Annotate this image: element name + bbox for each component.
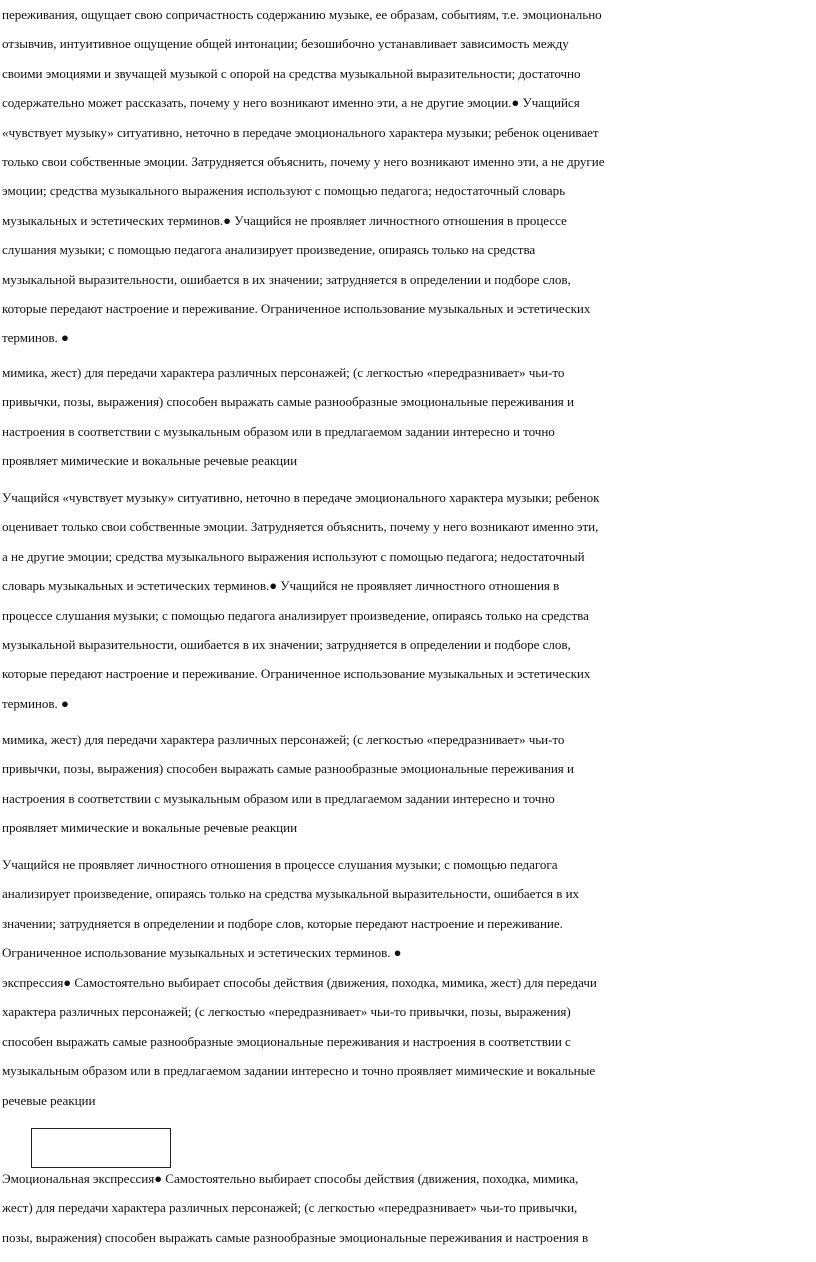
text-line: проявляет мимические и вокальные речевые реакции (2, 453, 298, 469)
text-line: которые передают настроение и переживание. Ограниченное использование музыкальных и эстетических (2, 301, 591, 317)
text-line: настроения в соответствии с музыкальным образом или в предлагаемом задании интересно и точно (2, 790, 555, 806)
text-line: музыкальной выразительности, ошибается в их значении; затрудняется в определении и подборе слов, (2, 637, 571, 653)
text-line: своими эмоциями и звучащей музыкой с опорой на средства музыкальной выразительности; достаточно (2, 65, 581, 81)
text-line: оценивает только свои собственные эмоции. Затрудняется объяснить, почему у него возникают именно эти, (2, 519, 599, 535)
text-line: эмоции; средства музыкального выражения используют с помощью педагога; недостаточный словарь (2, 183, 566, 199)
text-line: терминов. ● (2, 330, 69, 346)
text-line: музыкальным образом или в предлагаемом задании интересно и точно проявляет мимические и вокальные (2, 1063, 596, 1079)
text-line: Учащийся «чувствует музыку» ситуативно, неточно в передаче эмоционального характера музыки; ребенок (2, 490, 600, 505)
empty-image-frame (31, 1128, 171, 1168)
text-line: способен выражать самые разнообразные эмоциональные переживания и настроения в соответствии с (2, 1033, 571, 1049)
text-line: жест) для передачи характера различных персонажей; (с легкостью «передразнивает» чьи-то привычки, (2, 1200, 578, 1216)
paragraph-2 (0, 358, 816, 476)
text-line: содержательно может рассказать, почему у него возникают именно эти, а не другие эмоции.● Учащийся (2, 95, 580, 111)
text-line: позы, выражения) способен выражать самые разнообразные эмоциональные переживания и настроения в (2, 1229, 589, 1245)
text-line: словарь музыкальных и эстетических терминов.● Учащийся не проявляет личностного отношения в (2, 578, 560, 594)
text-line: музыкальной выразительности, ошибается в их значении; затрудняется в определении и подборе слов, (2, 271, 571, 287)
text-line: привычки, позы, выражения) способен выражать самые разнообразные эмоциональные переживания и (2, 394, 574, 410)
text-line: речевые реакции (2, 1092, 96, 1108)
text-line: Ограниченное использование музыкальных и эстетических терминов. ● (2, 945, 402, 961)
paragraph-3 (0, 483, 816, 718)
text-line: процессе слушания музыки; с помощью педагога анализирует произведение, опираясь только на средства (2, 607, 589, 623)
text-line: мимика, жест) для передачи характера различных персонажей; (с легкостью «передразнивает» чьи-то (2, 732, 565, 747)
text-line: анализирует произведение, опираясь только на средства музыкальной выразительности, ошибается в их (2, 886, 580, 902)
text-line: отзывчив, интуитивное ощущение общей интонации; безошибочно устанавливает зависимость между (2, 36, 569, 52)
text-line: Учащийся не проявляет личностного отношения в процессе слушания музыки; с помощью педагога (2, 857, 558, 872)
paragraph-1 (0, 0, 816, 353)
text-line: Эмоциональная экспрессия● Самостоятельно выбирает способы действия (движения, походка, мимика, (2, 1171, 579, 1186)
text-line: экспрессия● Самостоятельно выбирает способы действия (движения, походка, мимика, жест) для передачи (2, 975, 597, 990)
paragraph-4 (0, 725, 816, 843)
paragraph-5 (0, 850, 816, 968)
text-line: мимика, жест) для передачи характера различных персонажей; (с легкостью «передразнивает» чьи-то (2, 365, 565, 380)
paragraph-7 (0, 1164, 816, 1252)
text-line: терминов. ● (2, 695, 69, 711)
text-line: музыкальных и эстетических терминов.● Учащийся не проявляет личностного отношения в процессе (2, 212, 567, 228)
text-line: проявляет мимические и вокальные речевые реакции (2, 820, 298, 836)
text-line: только свои собственные эмоции. Затрудняется объяснить, почему у него возникают именно эти, а не другие (2, 154, 605, 170)
text-line: переживания, ощущает свою сопричастность содержанию музыке, ее образам, событиям, т.е. эмоционально (2, 7, 602, 22)
paragraph-6 (0, 968, 816, 1115)
text-line: настроения в соответствии с музыкальным образом или в предлагаемом задании интересно и точно (2, 423, 555, 439)
text-line: «чувствует музыку» ситуативно, неточно в передаче эмоционального характера музыки; ребенок оценивает (2, 124, 599, 140)
text-line: значении; затрудняется в определении и подборе слов, которые передают настроение и переживание. (2, 915, 563, 931)
text-line: привычки, позы, выражения) способен выражать самые разнообразные эмоциональные переживания и (2, 761, 574, 777)
text-line: которые передают настроение и переживание. Ограниченное использование музыкальных и эстетических (2, 666, 591, 682)
text-line: характера различных персонажей; (с легкостью «передразнивает» чьи-то привычки, позы, выражения) (2, 1004, 571, 1020)
text-line: а не другие эмоции; средства музыкального выражения используют с помощью педагога; недостаточный (2, 548, 585, 564)
text-line: слушания музыки; с помощью педагога анализирует произведение, опираясь только на средства (2, 242, 536, 258)
